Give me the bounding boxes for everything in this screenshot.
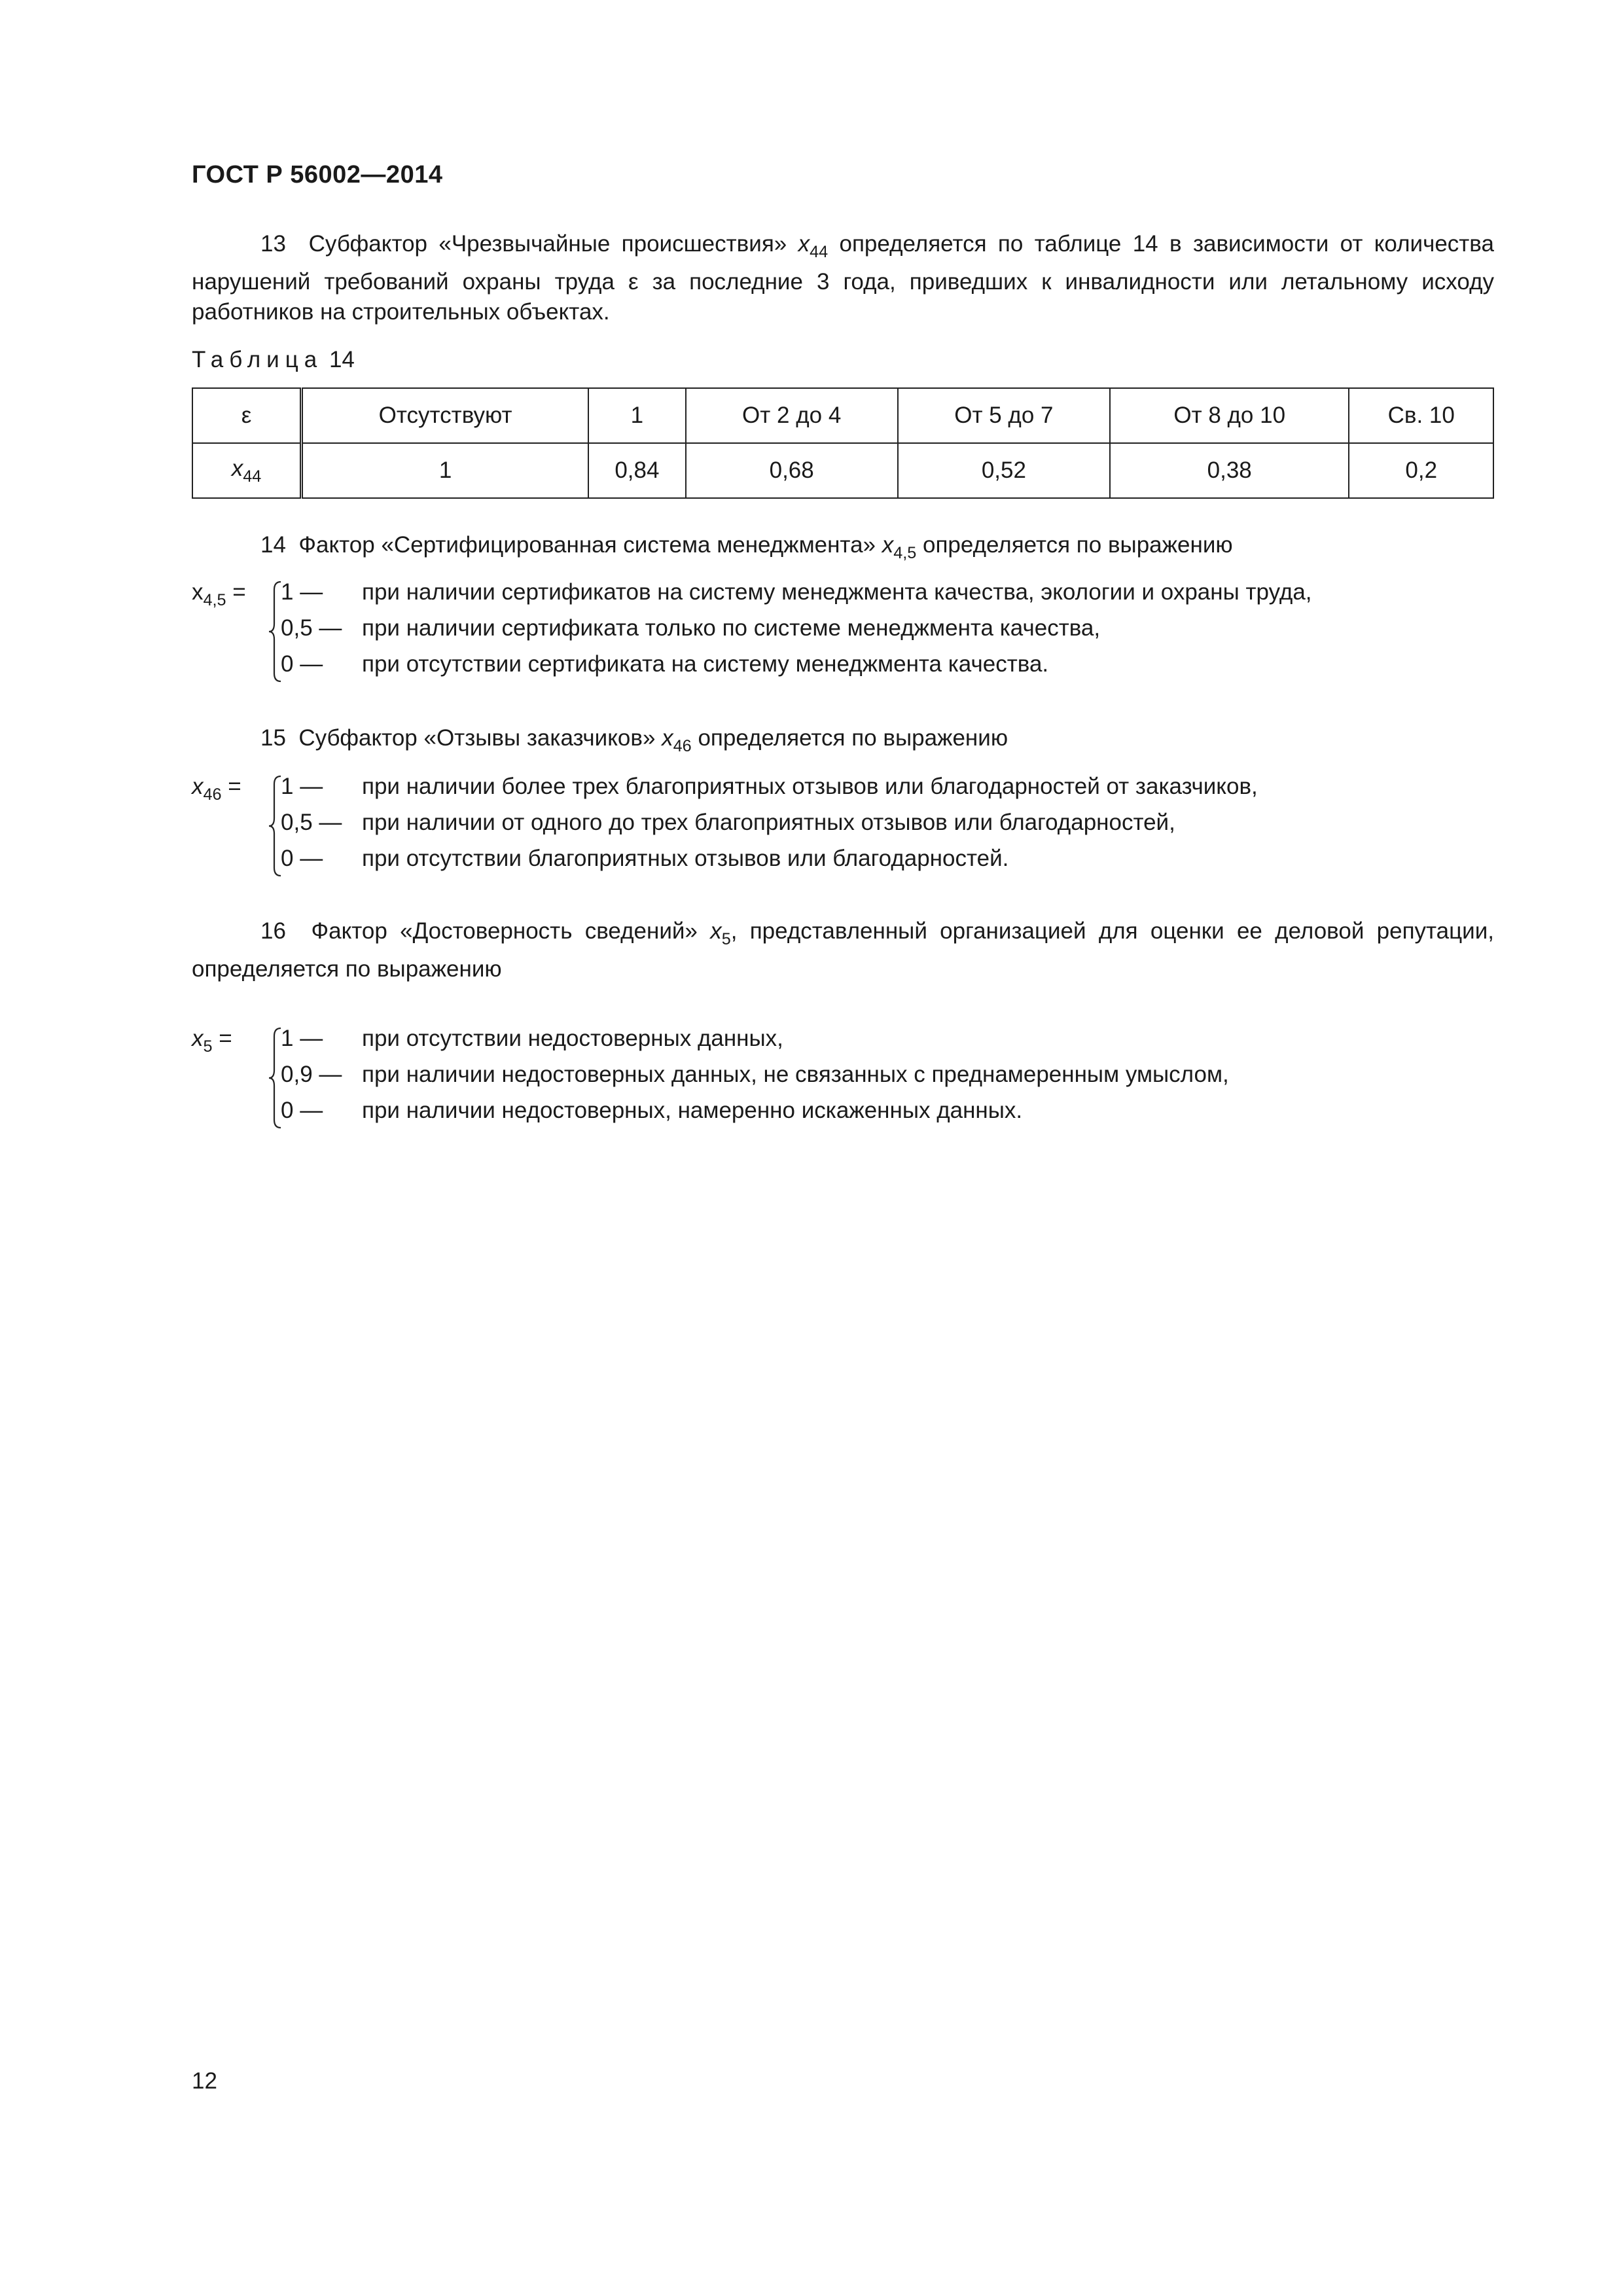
page-number: 12	[192, 2068, 217, 2094]
section-number: 16	[260, 918, 286, 944]
case-value: 1 —	[281, 1026, 323, 1051]
table-header-cell: Св. 10	[1349, 388, 1493, 443]
variable-subscript: 44	[810, 242, 829, 261]
formula-cases	[281, 774, 1524, 882]
case-value: 0 —	[281, 846, 323, 871]
section-text: определяется по выражению	[923, 532, 1233, 558]
table-cell: 0,2	[1349, 443, 1493, 498]
section-text: Фактор «Достоверность сведений»	[311, 918, 698, 944]
formula-case	[281, 651, 1524, 687]
section-text: Фактор «Сертифицированная система менеджмента»	[298, 532, 876, 558]
case-value: 1 —	[281, 774, 323, 799]
table-caption	[192, 347, 355, 373]
variable-subscript: 46	[673, 736, 692, 755]
case-text: при наличии недостоверных данных, не связанных с преднамеренным умыслом,	[362, 1062, 1229, 1087]
section-text: Субфактор «Отзывы заказчиков»	[298, 725, 656, 751]
case-text: при наличии более трех благоприятных отзывов или благодарностей от заказчиков,	[362, 774, 1258, 799]
section-number: 13	[260, 231, 286, 257]
table-header-cell: От 5 до 7	[898, 388, 1110, 443]
formula-cases	[281, 579, 1524, 687]
case-text: при отсутствии сертификата на систему менеджмента качества.	[362, 651, 1049, 677]
section-number: 14	[260, 532, 286, 558]
case-text: при наличии от одного до трех благоприятных отзывов или благодарностей,	[362, 810, 1175, 835]
equals-sign: =	[219, 1026, 232, 1051]
formula-lhs	[192, 1026, 232, 1056]
variable: x	[882, 532, 894, 558]
table-cell: 0,68	[686, 443, 898, 498]
table-caption-number: 14	[329, 347, 355, 372]
case-value: 0,5 —	[281, 615, 342, 641]
table-row-label	[192, 443, 302, 498]
formula-case	[281, 615, 1524, 651]
formula-lhs	[192, 774, 241, 804]
variable: x	[192, 579, 204, 605]
variable: x	[710, 918, 722, 944]
equals-sign: =	[232, 579, 246, 605]
case-value: 0 —	[281, 651, 323, 677]
table-header-row	[192, 388, 1493, 443]
equals-sign: =	[228, 774, 241, 799]
case-text: при отсутствии недостоверных данных,	[362, 1026, 783, 1051]
formula-lhs	[192, 579, 246, 610]
formula-case	[281, 579, 1524, 615]
table-caption-word: Таблица	[192, 347, 323, 372]
variable: x	[798, 231, 810, 257]
case-value: 0 —	[281, 1098, 323, 1123]
section-text: определяется по выражению	[698, 725, 1008, 751]
section-13-paragraph	[192, 229, 1494, 327]
variable: x	[231, 455, 243, 481]
variable-subscript: 44	[243, 467, 262, 486]
section-16-paragraph	[192, 916, 1494, 984]
formula-cases	[281, 1026, 1524, 1134]
formula-case	[281, 1062, 1524, 1098]
section-number: 15	[260, 725, 286, 751]
formula-case	[281, 1098, 1524, 1134]
formula-case	[281, 810, 1524, 846]
table-header-cell: 1	[588, 388, 685, 443]
table-header-cell: Отсутствуют	[302, 388, 589, 443]
case-value: 0,9 —	[281, 1062, 342, 1087]
section-text: , представленный организацией для оценки ее деловой репутации, определяется по выражению	[192, 918, 1495, 982]
table-header-cell: ε	[192, 388, 302, 443]
variable-subscript: 46	[203, 785, 222, 804]
table-cell: 0,38	[1110, 443, 1349, 498]
document-header: ГОСТ Р 56002—2014	[192, 161, 443, 188]
case-value: 0,5 —	[281, 810, 342, 835]
variable: x	[192, 774, 204, 799]
section-text: определяется по таблице 14 в зависимости от количества нарушений требований охраны труда ε за последние 3 года, приведших к инвалидности или летальному исходу работников на строительных объектах.	[192, 231, 1494, 325]
variable-subscript: 5	[203, 1037, 213, 1056]
table-cell: 0,52	[898, 443, 1110, 498]
table-14	[192, 387, 1494, 499]
section-14-paragraph	[192, 530, 1494, 568]
variable: x	[662, 725, 673, 751]
formula-case	[281, 1026, 1524, 1062]
formula-case	[281, 846, 1524, 882]
section-15-paragraph	[192, 723, 1494, 761]
section-text: Субфактор «Чрезвычайные происшествия»	[308, 231, 787, 257]
case-text: при наличии сертификата только по системе менеджмента качества,	[362, 615, 1101, 641]
table-row	[192, 443, 1493, 498]
case-text: при отсутствии благоприятных отзывов или благодарностей.	[362, 846, 1009, 871]
table-header-cell: От 8 до 10	[1110, 388, 1349, 443]
variable-subscript: 4,5	[893, 543, 917, 562]
variable-subscript: 4,5	[203, 590, 226, 609]
variable-subscript: 5	[721, 929, 731, 948]
case-text: при наличии сертификатов на систему менеджмента качества, экологии и охраны труда,	[362, 579, 1312, 605]
case-text: при наличии недостоверных, намеренно искаженных данных.	[362, 1098, 1023, 1123]
variable: x	[192, 1026, 204, 1051]
table-header-cell: От 2 до 4	[686, 388, 898, 443]
table-cell: 1	[302, 443, 589, 498]
table-cell: 0,84	[588, 443, 685, 498]
case-value: 1 —	[281, 579, 323, 605]
formula-case	[281, 774, 1524, 810]
